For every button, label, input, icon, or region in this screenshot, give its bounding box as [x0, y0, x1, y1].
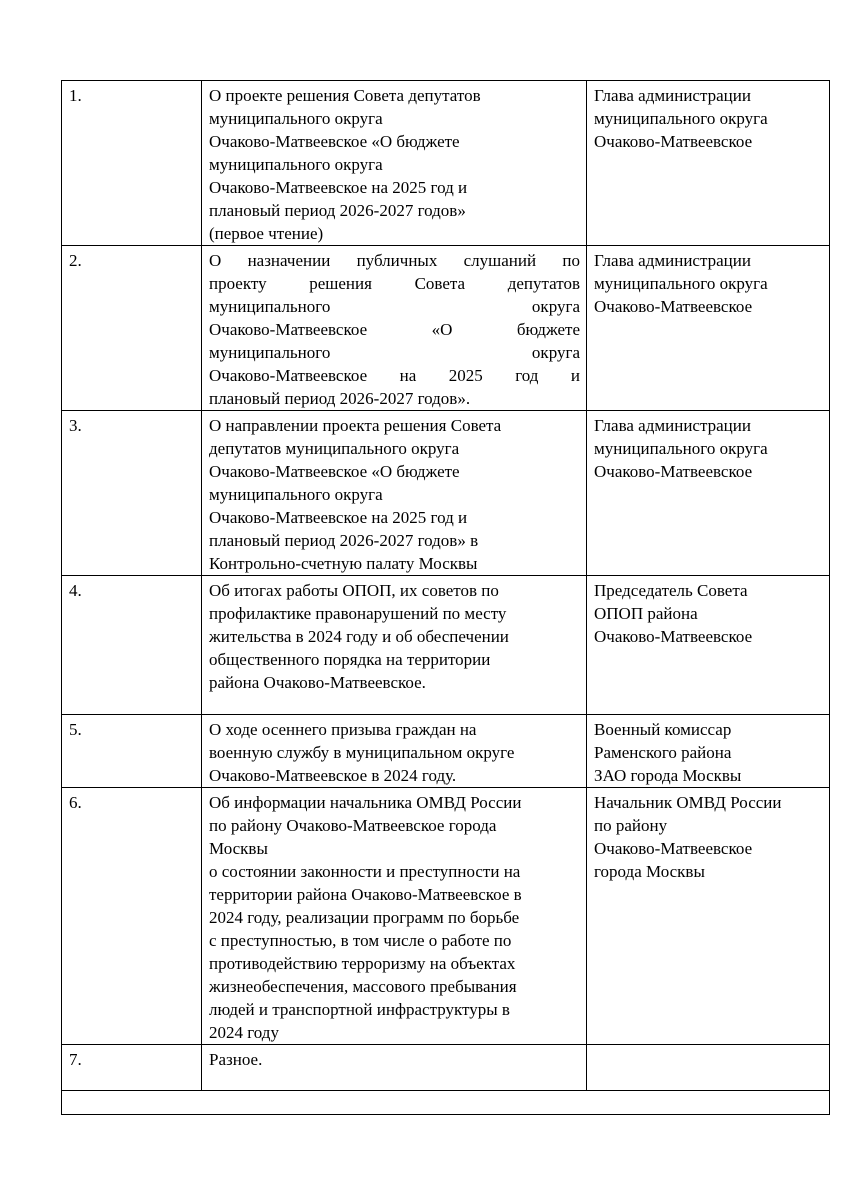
item-topic: Об итогах работы ОПОП, их советов по профилактике правонарушений по месту жительства в 2024 году и об обеспечении общественного порядка на территории района Очаково-Матвеевское. [202, 576, 587, 715]
item-topic: О направлении проекта решения Совета депутатов муниципального округа Очаково-Матвеевское «О бюджете муниципального округа Очаково-Матвеевское на 2025 год и плановый период 2026-2027 годов» в Контрольно-счетную палату Москвы [202, 411, 587, 576]
item-topic [202, 246, 587, 411]
item-number: 6. [62, 788, 202, 1045]
table-row [62, 788, 830, 1045]
topic-line: плановый период 2026-2027 годов». [209, 389, 471, 408]
item-topic: Об информации начальника ОМВД России по району Очаково-Матвеевское города Москвы о состоянии законности и преступности на территории района Очаково-Матвеевское в 2024 году, реализации программ по борьбе с преступностью, в том числе о работе по противодействию терроризму на объектах жизнеобеспечения, массового пребывания людей и транспортной инфраструктуры в 2024 году [202, 788, 587, 1045]
topic-line: Очаково-Матвеевское на 2025 год и [209, 366, 580, 385]
item-topic: Разное. [202, 1045, 587, 1091]
item-number: 3. [62, 411, 202, 576]
topic-line: муниципального округа [209, 343, 580, 362]
table-row [62, 1045, 830, 1091]
item-speaker: Председатель Совета ОПОП района Очаково-Матвеевское [587, 576, 830, 715]
topic-line: О назначении публичных слушаний по [209, 251, 580, 270]
item-number: 1. [62, 81, 202, 246]
topic-line: Очаково-Матвеевское «О бюджете [209, 320, 580, 339]
table-row [62, 411, 830, 576]
item-speaker: Глава администрации муниципального округа Очаково-Матвеевское [587, 411, 830, 576]
table-row [62, 715, 830, 788]
item-speaker: Военный комиссар Раменского района ЗАО города Москвы [587, 715, 830, 788]
item-speaker [587, 1045, 830, 1091]
item-number: 4. [62, 576, 202, 715]
table-row [62, 576, 830, 715]
item-number: 5. [62, 715, 202, 788]
empty-cell [62, 1091, 830, 1115]
table-row [62, 246, 830, 411]
empty-row [62, 1091, 830, 1115]
topic-line: проекту решения Совета депутатов [209, 274, 580, 293]
item-number: 2. [62, 246, 202, 411]
item-topic: О проекте решения Совета депутатов муниципального округа Очаково-Матвеевское «О бюджете муниципального округа Очаково-Матвеевское на 2025 год и плановый период 2026-2027 годов» (первое чтение) [202, 81, 587, 246]
topic-line: муниципального округа [209, 297, 580, 316]
item-topic: О ходе осеннего призыва граждан на военную службу в муниципальном округе Очаково-Матвеевское в 2024 году. [202, 715, 587, 788]
item-number: 7. [62, 1045, 202, 1091]
item-speaker: Глава администрации муниципального округа Очаково-Матвеевское [587, 246, 830, 411]
agenda-table [61, 80, 830, 1115]
table-row [62, 81, 830, 246]
item-speaker: Глава администрации муниципального округа Очаково-Матвеевское [587, 81, 830, 246]
item-speaker: Начальник ОМВД России по району Очаково-Матвеевское города Москвы [587, 788, 830, 1045]
